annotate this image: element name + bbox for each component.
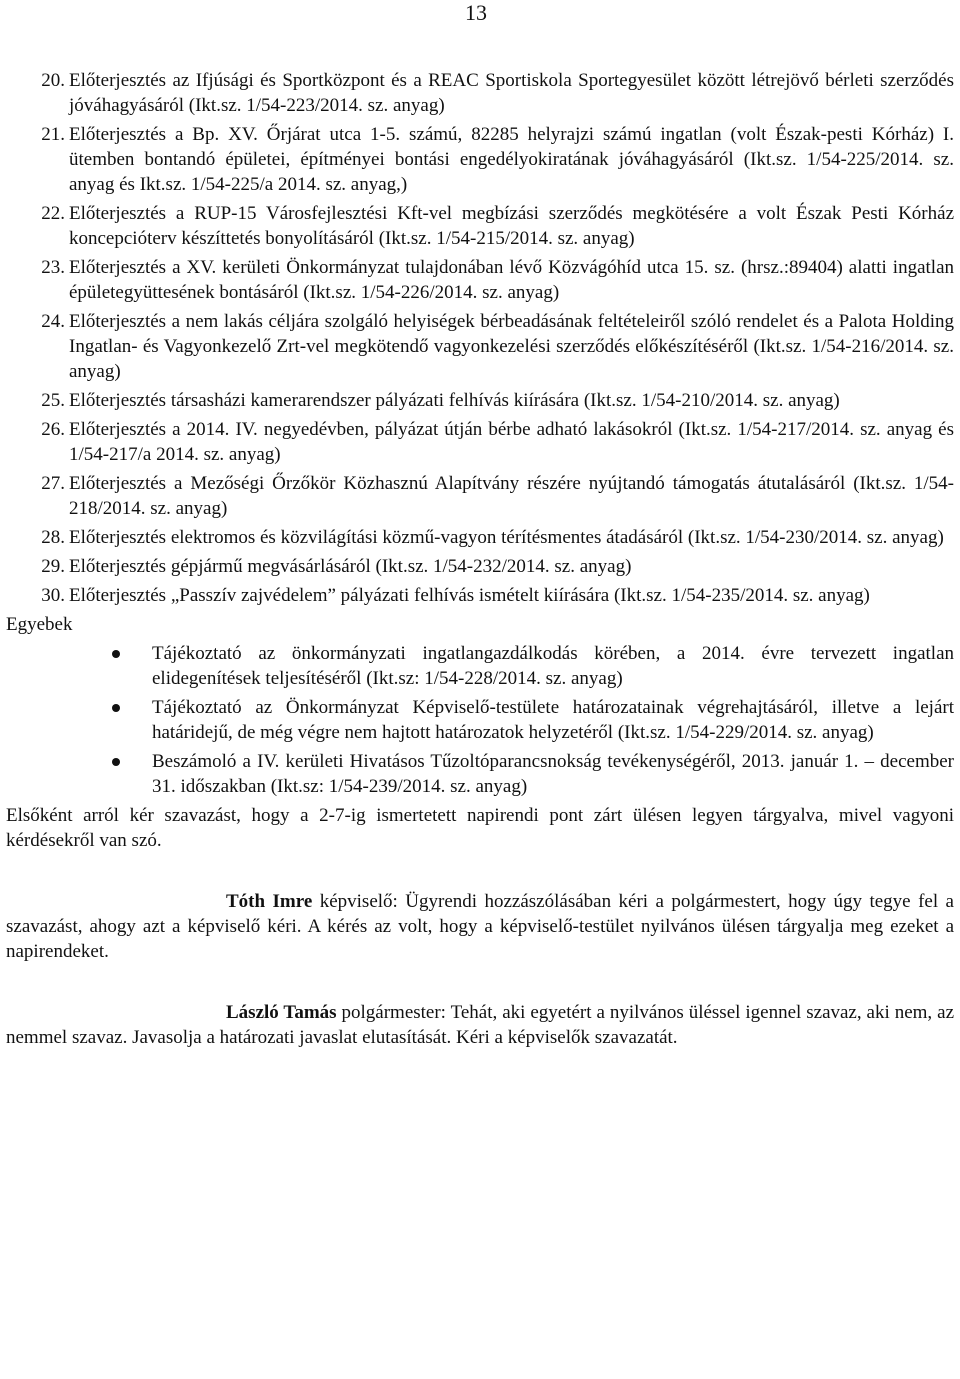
agenda-item-text: Előterjesztés társasházi kamerarendszer pályázati felhívás kiírására (Ikt.sz. 1/54-210/2014. sz. anyag) [69, 390, 840, 411]
agenda-item-number: 21. [41, 124, 65, 145]
agenda-item-text: Előterjesztés a Bp. XV. Őrjárat utca 1-5. számú, 82285 helyrajzi számú ingatlan (volt Észak-pesti Kórház) I. ütemben bontandó épületei, építményei bontási engedélyokiratának jóváhagyásáról (Ikt.sz. 1/54-225/2014. sz. anyag és Ikt.sz. 1/54-225/a 2014. sz. anyag,) [69, 124, 954, 195]
agenda-item-text: Előterjesztés a nem lakás céljára szolgáló helyiségek bérbeadásának feltételeiről szóló rendelet és a Palota Holding Ingatlan- és Vagyonkezelő Zrt-vel megkötendő vagyonkezelési szerződés előkészítéséről (Ikt.sz. 1/54-216/2014. sz. anyag) [69, 311, 954, 382]
agenda-item-number: 27. [41, 473, 65, 494]
agenda-item [6, 201, 954, 251]
agenda-item [6, 471, 954, 521]
agenda-item-number: 22. [41, 203, 65, 224]
agenda-item-text: Előterjesztés „Passzív zajvédelem” pályázati felhívás ismételt kiírására (Ikt.sz. 1/54-235/2014. sz. anyag) [69, 585, 870, 606]
bullet-item-text: Tájékoztató az Önkormányzat Képviselő-testülete határozatainak végrehajtásáról, illetve a lejárt határidejű, de még végre nem hajtott határozatok helyzetéről (Ikt.sz. 1/54-229/2014. sz. anyag) [152, 697, 954, 743]
agenda-item [6, 388, 954, 413]
agenda-item-number: 26. [41, 419, 65, 440]
agenda-item-number: 25. [41, 390, 65, 411]
agenda-item-number: 29. [41, 556, 65, 577]
speech-text: képviselő: Ügyrendi hozzászólásában kéri a polgármestert, hogy úgy tegye fel a szavazást, ahogy azt a képviselő kéri. A kérés az volt, hogy a képviselő-testület nyilvános ülésen tárgyalja meg ezeket a napirendeket. [6, 891, 954, 962]
agenda-item [6, 417, 954, 467]
agenda-item-text: Előterjesztés a Mezőségi Őrzőkör Közhasznú Alapítvány részére nyújtandó támogatás átutalásáról (Ikt.sz. 1/54-218/2014. sz. anyag) [69, 473, 954, 519]
bullet-item [6, 695, 954, 745]
agenda-item [6, 554, 954, 579]
agenda-item-text: Előterjesztés a RUP-15 Városfejlesztési Kft-vel megbízási szerződés megkötésére a volt Észak Pesti Kórház koncepcióterv készíttetés bonyolításáról (Ikt.sz. 1/54-215/2014. sz. anyag) [69, 203, 954, 249]
bullet-item [6, 641, 954, 691]
agenda-item-number: 28. [41, 527, 65, 548]
document-body [6, 68, 954, 1050]
agenda-item [6, 309, 954, 384]
speaker-name: László Tamás [226, 1002, 337, 1023]
speaker-name: Tóth Imre [226, 891, 313, 912]
speech-paragraph [6, 1000, 954, 1050]
agenda-item-number: 23. [41, 257, 65, 278]
page-number: 13 [465, 0, 487, 25]
agenda-item-number: 20. [41, 70, 65, 91]
speech-text: polgármester: Tehát, aki egyetért a nyilvános üléssel igennel szavaz, aki nem, az nemmel szavaz. Javasolja a határozati javaslat elutasítását. Kéri a képviselők szavazatát. [6, 1002, 955, 1048]
bullet-icon [6, 641, 152, 691]
agenda-item [6, 68, 954, 118]
agenda-list [6, 68, 954, 608]
agenda-item-text: Előterjesztés elektromos és közvilágítási közmű-vagyon térítésmentes átadásáról (Ikt.sz. 1/54-230/2014. sz. anyag) [69, 527, 944, 548]
agenda-item [6, 255, 954, 305]
agenda-item-text: Előterjesztés a XV. kerületi Önkormányzat tulajdonában lévő Közvágóhíd utca 15. sz. (hrsz.:89404) alatti ingatlan épületegyüttesének bontásáról (Ikt.sz. 1/54-226/2014. sz. anyag) [69, 257, 954, 303]
other-items-list [6, 641, 954, 799]
section-heading-other: Egyebek [6, 614, 73, 635]
agenda-item-number: 24. [41, 311, 65, 332]
bullet-icon [6, 749, 152, 799]
bullet-icon [6, 695, 152, 745]
bullet-item-text: Tájékoztató az önkormányzati ingatlangazdálkodás körében, a 2014. évre tervezett ingatlan elidegenítések teljesítéséről (Ikt.sz: 1/54-228/2014. sz. anyag) [152, 643, 954, 689]
bullet-item-text: Beszámoló a IV. kerületi Hivatásos Tűzoltóparancsnokság tevékenységéről, 2013. január 1. – december 31. időszakban (Ikt.sz: 1/54-239/2014. sz. anyag) [152, 751, 954, 797]
agenda-item-text: Előterjesztés az Ifjúsági és Sportközpont és a REAC Sportiskola Sportegyesület között létrejövő bérleti szerződés jóváhagyásáról (Ikt.sz. 1/54-223/2014. sz. anyag) [69, 70, 954, 116]
speech-paragraph [6, 889, 954, 964]
agenda-item [6, 525, 954, 550]
agenda-item-text: Előterjesztés a 2014. IV. negyedévben, pályázat útján bérbe adható lakásokról (Ikt.sz. 1/54-217/2014. sz. anyag és 1/54-217/a 2014. sz. anyag) [69, 419, 954, 465]
agenda-item-number: 30. [41, 585, 65, 606]
bullet-item [6, 749, 954, 799]
agenda-item-text: Előterjesztés gépjármű megvásárlásáról (Ikt.sz. 1/54-232/2014. sz. anyag) [69, 556, 632, 577]
closing-paragraph: Elsőként arról kér szavazást, hogy a 2-7-ig ismertetett napirendi pont zárt ülésen legyen tárgyalva, mivel vagyoni kérdésekről van szó. [6, 805, 954, 851]
agenda-item [6, 122, 954, 197]
agenda-item [6, 583, 954, 608]
